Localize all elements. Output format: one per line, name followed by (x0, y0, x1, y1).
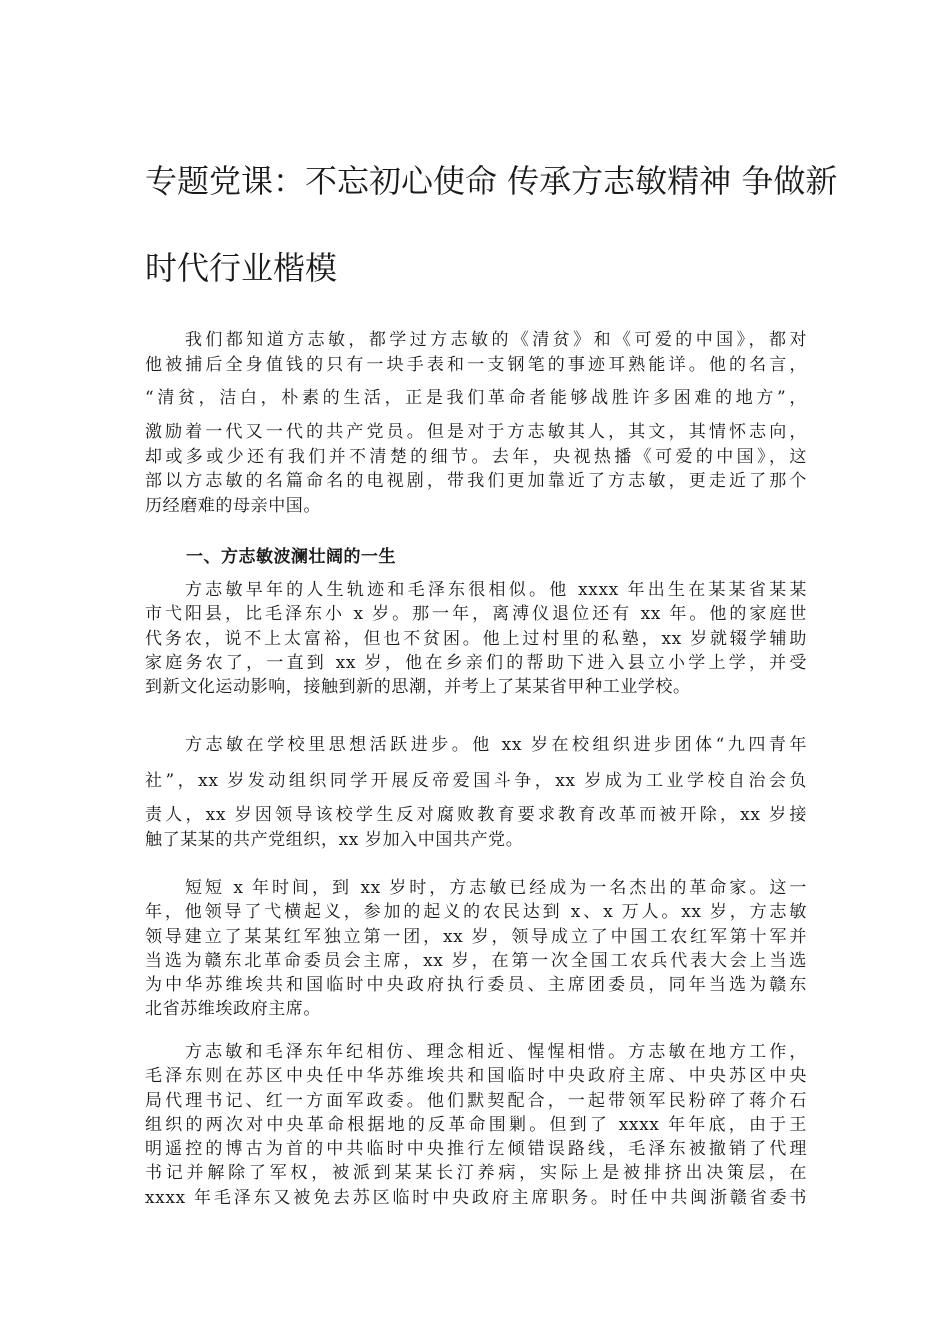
paragraph-5 (145, 1040, 807, 1210)
paragraph-line: 责人，xx 岁因领导该校学生反对腐败教育要求教育改革而被开除，xx 岁接 (145, 805, 807, 826)
paragraph-line: 历经磨难的母亲中国。 (145, 495, 321, 516)
paragraph-line: 到新文化运动影响，接触到新的思潮，并考上了某某省甲种工业学校。 (145, 677, 691, 698)
paragraph-2 (145, 578, 807, 699)
paragraph-line: “清贫，洁白，朴素的生活，正是我们革命者能够战胜许多困难的地方”， (145, 388, 807, 409)
paragraph-line: 方志敏在学校里思想活跃进步。他 xx 岁在校组织进步团体“九四青年 (185, 735, 807, 755)
paragraph-line: 毛泽东则在苏区中央任中华苏维埃共和国临时中央政府主席、中央苏区中央 (145, 1066, 807, 1087)
paragraph-line: 为中华苏维埃共和国临时中央政府执行委员、主席团委员，同年当选为赣东 (145, 975, 807, 996)
paragraph-line: 书记并解除了军权，被派到某某长汀养病，实际上是被排挤出决策层，在 (145, 1163, 807, 1184)
paragraph-line: 市弋阳县，比毛泽东小 x 岁。那一年，离溥仪退位还有 xx 年。他的家庭世 (145, 604, 807, 625)
paragraph-line: 我们都知道方志敏，都学过方志敏的《清贫》和《可爱的中国》，都对 (185, 330, 807, 350)
paragraph-line: 部以方志敏的名篇命名的电视剧，带我们更加靠近了方志敏，更走近了那个 (145, 471, 807, 492)
paragraph-4 (145, 876, 807, 1022)
paragraph-line: 当选为赣东北革命委员会主席，xx 岁，在第一次全国工农兵代表大会上当选 (145, 950, 807, 971)
paragraph-line: 方志敏和毛泽东年纪相仿、理念相近、惺惺相惜。方志敏在地方工作， (185, 1042, 807, 1062)
paragraph-line: xxxx 年毛泽东又被免去苏区临时中央政府主席职务。时任中共闽浙赣省委书 (145, 1187, 807, 1208)
paragraph-line: 领导建立了某某红军独立第一团，xx 岁，领导成立了中国工农红军第十军并 (145, 926, 807, 947)
paragraph-3 (145, 728, 807, 853)
document-title-line-2: 时代行业楷模 (145, 249, 338, 287)
paragraph-line: 局代理书记、红一方面军政委。他们默契配合，一起带领军民粉碎了蒋介石 (145, 1090, 807, 1111)
paragraph-line: 方志敏早年的人生轨迹和毛泽东很相似。他 xxxx 年出生在某某省某某 (185, 580, 807, 600)
paragraph-line: 组织的两次对中央革命根据地的反革命围剿。但到了 xxxx 年年底，由于王 (145, 1114, 807, 1135)
paragraph-line: 代务农，说不上太富裕，但也不贫困。他上过村里的私塾，xx 岁就辍学辅助 (145, 628, 807, 649)
paragraph-line: 短短 x 年时间，到 xx 岁时，方志敏已经成为一名杰出的革命家。这一 (185, 878, 807, 898)
paragraph-line: 北省苏维埃政府主席。 (145, 999, 321, 1020)
paragraph-1 (145, 328, 807, 518)
paragraph-line: 年，他领导了弋横起义，参加的起义的农民达到 x、x 万人。xx 岁，方志敏 (145, 902, 807, 923)
paragraph-line: 触了某某的共产党组织，xx 岁加入中国共产党。 (145, 830, 524, 851)
paragraph-line: 他被捕后全身值钱的只有一块手表和一支钢笔的事迹耳熟能详。他的名言， (145, 354, 807, 375)
paragraph-line: 却或多或少还有我们并不清楚的细节。去年，央视热播《可爱的中国》，这 (145, 446, 807, 467)
paragraph-line: 明遥控的博古为首的中共临时中央推行左倾错误路线，毛泽东被撤销了代理 (145, 1139, 807, 1160)
paragraph-line: 社”，xx 岁发动组织同学开展反帝爱国斗争，xx 岁成为工业学校自治会负 (145, 770, 807, 791)
paragraph-line: 激励着一代又一代的共产党员。但是对于方志敏其人，其文，其情怀志向， (145, 421, 807, 442)
section-heading-1: 一、方志敏波澜壮阔的一生 (186, 547, 396, 567)
paragraph-line: 家庭务农了，一直到 xx 岁，他在乡亲们的帮助下进入县立小学上学，并受 (145, 652, 807, 673)
document-title-line-1: 专题党课：不忘初心使命 传承方志敏精神 争做新 (145, 162, 838, 200)
